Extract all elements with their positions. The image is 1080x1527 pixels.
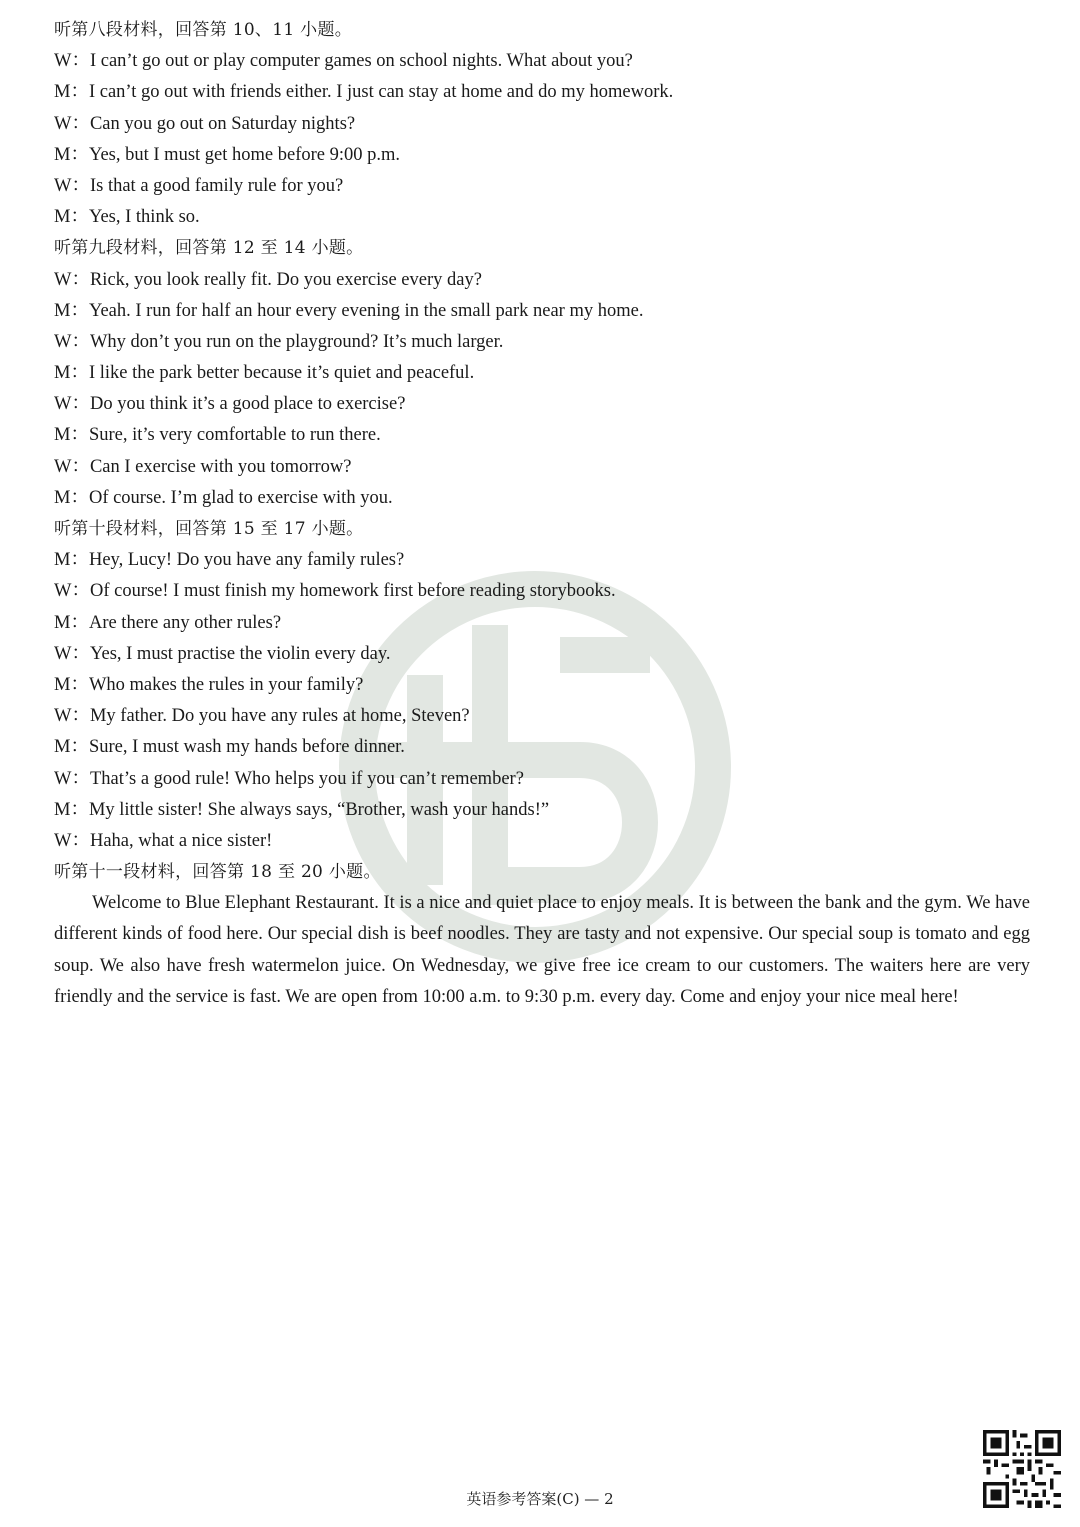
speaker-label: W： [54, 331, 90, 352]
speaker-label: M： [54, 207, 89, 228]
dialogue-line [54, 795, 1030, 826]
dialogue-line [54, 109, 1030, 140]
dialogue-line [54, 826, 1030, 857]
speaker-label: M： [54, 487, 89, 508]
dialogue-line [54, 46, 1030, 77]
dialogue-line [54, 358, 1030, 389]
line-text: My little sister! She always says, “Brother, wash your hands!” [88, 799, 550, 820]
line-text: Are there any other rules? [88, 612, 282, 633]
speaker-label: M： [54, 363, 89, 384]
dialogue-line [54, 576, 1030, 607]
dialogue-line [54, 296, 1030, 327]
line-text: I can’t go out with friends either. I just can stay at home and do my homework. [88, 82, 674, 103]
dialogue-line [54, 420, 1030, 451]
section-heading-9: 听第九段材料，回答第 12 至 14 小题。 [54, 238, 364, 259]
dialogue-line [54, 140, 1030, 171]
dialogue-line [54, 639, 1030, 670]
line-text: I can’t go out or play computer games on school nights. What about you? [89, 51, 633, 72]
line-text: Of course! I must finish my homework first before reading storybooks. [89, 581, 616, 602]
dialogue-line [54, 701, 1030, 732]
dialogue-line [54, 545, 1030, 576]
speaker-label: W： [54, 269, 90, 290]
line-text: Yes, I think so. [88, 207, 200, 228]
dialogue-line [54, 77, 1030, 108]
line-text: Who makes the rules in your family? [88, 674, 364, 695]
speaker-label: W： [54, 830, 90, 851]
dialogue-line [54, 265, 1030, 296]
speaker-label: W： [54, 643, 90, 664]
line-text: Is that a good family rule for you? [89, 175, 344, 196]
dialogue-line [54, 732, 1030, 763]
speaker-label: M： [54, 674, 89, 695]
speaker-label: M： [54, 300, 89, 321]
speaker-label: W： [54, 175, 90, 196]
line-text: Can you go out on Saturday nights? [89, 113, 356, 134]
dialogue-line [54, 764, 1030, 795]
dialogue-line [54, 670, 1030, 701]
speaker-label: M： [54, 737, 89, 758]
dialogue-line [54, 202, 1030, 233]
speaker-label: M： [54, 82, 89, 103]
line-text: Yes, but I must get home before 9:00 p.m. [88, 144, 401, 165]
line-text: I like the park better because it’s quiet and peaceful. [88, 363, 475, 384]
speaker-label: W： [54, 581, 90, 602]
line-text: Yes, I must practise the violin every day. [89, 643, 391, 664]
speaker-label: W： [54, 394, 90, 415]
section-heading-8: 听第八段材料，回答第 10、11 小题。 [54, 20, 353, 40]
dialogue-line [54, 608, 1030, 639]
dialogue-line [54, 389, 1030, 420]
line-text: That’s a good rule! Who helps you if you can’t remember? [89, 768, 524, 789]
line-text: Rick, you look really fit. Do you exercise every day? [89, 269, 482, 290]
speaker-label: M： [54, 144, 89, 165]
line-text: Do you think it’s a good place to exercise? [89, 394, 406, 415]
line-text: Why don’t you run on the playground? It’s much larger. [89, 331, 504, 352]
monologue-paragraph: Welcome to Blue Elephant Restaurant. It is a nice and quiet place to enjoy meals. It is between the bank and the gym. We have different kinds of food here. Our special dish is beef noodles. They are tasty and not expensive. Our special soup is tomato and egg soup. We also have fresh watermelon juice. On Wednesday, we give free ice cream to our customers. The waiters here are very friendly and the service is fast. We are open from 10:00 a.m. to 9:30 p.m. every day. Come and enjoy your nice meal here! [54, 893, 1030, 1007]
speaker-label: M： [54, 799, 89, 820]
speaker-label: W： [54, 456, 90, 477]
page-footer: 英语参考答案(C) — 2 [466, 1490, 614, 1508]
section-heading-10: 听第十段材料，回答第 15 至 17 小题。 [54, 519, 364, 539]
speaker-label: W： [54, 51, 90, 72]
speaker-label: M： [54, 425, 89, 446]
dialogue-line [54, 452, 1030, 483]
line-text: Sure, it’s very comfortable to run there. [88, 425, 381, 446]
speaker-label: W： [54, 768, 90, 789]
speaker-label: W： [54, 706, 90, 727]
speaker-label: M： [54, 550, 89, 571]
transcript [54, 15, 1030, 1013]
line-text: Can I exercise with you tomorrow? [89, 456, 352, 477]
line-text: Yeah. I run for half an hour every evening in the small park near my home. [88, 300, 644, 321]
line-text: Hey, Lucy! Do you have any family rules? [88, 550, 405, 571]
line-text: My father. Do you have any rules at home, Steven? [89, 706, 470, 727]
line-text: Of course. I’m glad to exercise with you. [88, 487, 393, 508]
dialogue-line [54, 171, 1030, 202]
speaker-label: W： [54, 113, 90, 134]
dialogue-line [54, 327, 1030, 358]
line-text: Sure, I must wash my hands before dinner. [88, 737, 405, 758]
line-text: Haha, what a nice sister! [89, 830, 273, 851]
dialogue-line [54, 483, 1030, 514]
speaker-label: M： [54, 612, 89, 633]
section-heading-11: 听第十一段材料，回答第 18 至 20 小题。 [54, 862, 381, 883]
